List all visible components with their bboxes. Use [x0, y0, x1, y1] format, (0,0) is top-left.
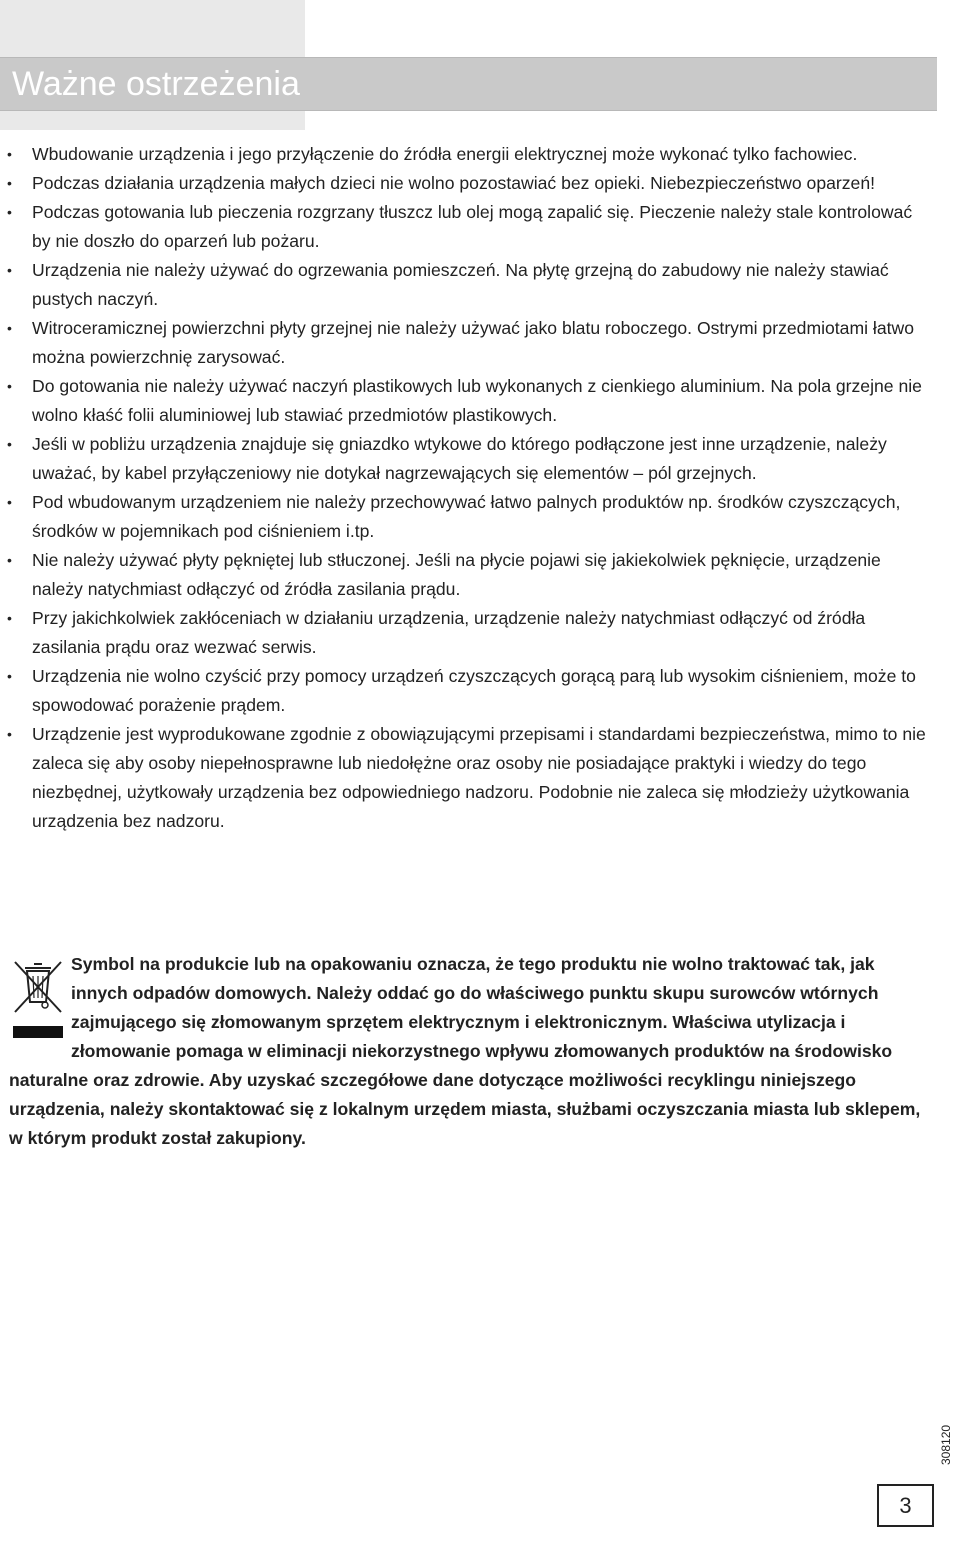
- list-item: [0, 372, 935, 430]
- bullet-icon: •: [7, 552, 12, 568]
- list-item: [0, 546, 935, 604]
- list-item: [0, 169, 935, 198]
- bullet-icon: •: [7, 262, 12, 278]
- warnings-list: [0, 140, 935, 836]
- list-item-text: Urządzenia nie wolno czyścić przy pomocy urządzeń czyszczących gorącą parą lub wysokim ciśnieniem, może to spowodować porażenie prądem.: [32, 666, 916, 715]
- list-item-text: Pod wbudowanym urządzeniem nie należy przechowywać łatwo palnych produktów np. środków czyszczących, środków w pojemnikach pod ciśnieniem i.tp.: [32, 492, 901, 541]
- list-item-text: Podczas działania urządzenia małych dzieci nie wolno pozostawiać bez opieki. Niebezpieczeństwo oparzeń!: [32, 173, 876, 193]
- list-item-text: Urządzenia nie należy używać do ogrzewania pomieszczeń. Na płytę grzejną do zabudowy nie należy stawiać pustych naczyń.: [32, 260, 889, 309]
- title-bar: [0, 57, 937, 111]
- list-item-text: Nie należy używać płyty pękniętej lub stłuczonej. Jeśli na płycie pojawi się jakiekolwiek pęknięcie, urządzenie należy natychmiast odłączyć od źródła zasilania prądu.: [32, 550, 881, 599]
- bullet-icon: •: [7, 175, 12, 191]
- page-title: Ważne ostrzeżenia: [12, 65, 300, 103]
- bullet-icon: •: [7, 610, 12, 626]
- bullet-icon: •: [7, 668, 12, 684]
- list-item-text: Witroceramicznej powierzchni płyty grzejnej nie należy używać jako blatu roboczego. Ostrymi przedmiotami łatwo można powierzchnię zarysować.: [32, 318, 914, 367]
- weee-notice: [9, 950, 931, 1153]
- list-item: [0, 198, 935, 256]
- bullet-icon: •: [7, 494, 12, 510]
- list-item: [0, 140, 935, 169]
- crossed-out-wheelie-bin-icon: [9, 954, 65, 1044]
- list-item: [0, 720, 935, 836]
- list-item-text: Do gotowania nie należy używać naczyń plastikowych lub wykonanych z cienkiego aluminium. Na pola grzejne nie wolno kłaść folii aluminiowej lub stawiać przedmiotów plastikowych.: [32, 376, 922, 425]
- bullet-icon: •: [7, 320, 12, 336]
- bullet-icon: •: [7, 378, 12, 394]
- list-item: [0, 314, 935, 372]
- bullet-icon: •: [7, 436, 12, 452]
- bullet-icon: •: [7, 204, 12, 220]
- list-item: [0, 256, 935, 314]
- page-number: 3: [877, 1484, 934, 1527]
- list-item-text: Podczas gotowania lub pieczenia rozgrzany tłuszcz lub olej mogą zapalić się. Pieczenie należy stale kontrolować by nie doszło do oparzeń lub pożaru.: [32, 202, 913, 251]
- list-item: [0, 662, 935, 720]
- list-item-text: Przy jakichkolwiek zakłóceniach w działaniu urządzenia, urządzenie należy natychmiast odłączyć od źródła zasilania prądu oraz wezwać serwis.: [32, 608, 866, 657]
- list-item: [0, 488, 935, 546]
- list-item: [0, 604, 935, 662]
- bullet-icon: •: [7, 726, 12, 742]
- list-item-text: Wbudowanie urządzenia i jego przyłączenie do źródła energii elektrycznej może wykonać tylko fachowiec.: [32, 144, 858, 164]
- list-item: [0, 430, 935, 488]
- document-code: 308120: [939, 1424, 953, 1465]
- weee-text: Symbol na produkcie lub na opakowaniu oznacza, że tego produktu nie wolno traktować tak, jak innych odpadów domowych. Należy oddać go do właściwego punktu skupu surowców wtórnych zajmującego się złomowanym sprzętem elektrycznym i elektronicznym. Właściwa utylizacja i złomowanie pomaga w eliminacji niekorzystnego wpływu złomowanych produktów na środowisko naturalne oraz zdrowie. Aby uzyskać szczegółowe dane dotyczące możliwości recyklingu niniejszego urządzenia, należy skontaktować się z lokalnym urzędem miasta, służbami oczyszczania miasta lub sklepem, w którym produkt został zakupiony.: [9, 954, 921, 1148]
- list-item-text: Urządzenie jest wyprodukowane zgodnie z obowiązującymi przepisami i standardami bezpieczeństwa, mimo to nie zaleca się aby osoby niepełnosprawne lub niedołężne oraz osoby nie posiadające praktyki i wiedzy do tego niezbędnej, użytkowały urządzenia bez odpowiedniego nadzoru. Podobnie nie zaleca się młodzieży użytkowania urządzenia bez nadzoru.: [32, 724, 926, 831]
- list-item-text: Jeśli w pobliżu urządzenia znajduje się gniazdko wtykowe do którego podłączone jest inne urządzenie, należy uważać, by kabel przyłączeniowy nie dotykał nagrzewających się elementów – pól grzejnych.: [32, 434, 887, 483]
- bullet-icon: •: [7, 146, 12, 162]
